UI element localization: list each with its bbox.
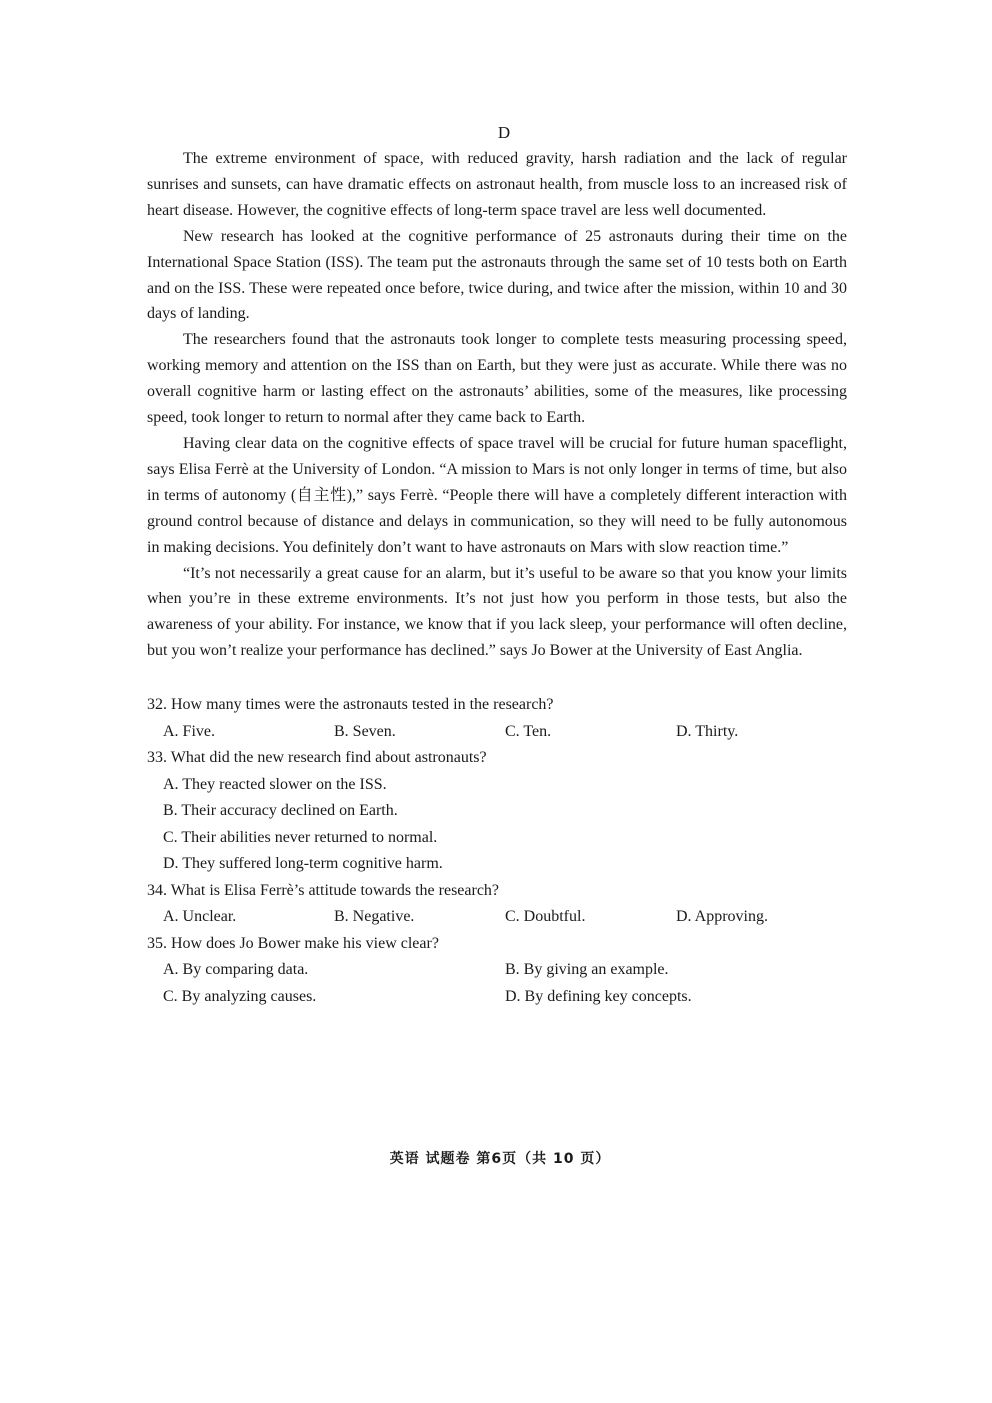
- page-footer: 英语 试题卷 第6页（共 10 页）: [389, 1151, 611, 1167]
- question-34-stem: 34. What is Elisa Ferrè’s attitude towards the research?: [147, 881, 500, 899]
- exam-page: [147, 120, 847, 1010]
- question-32-options: [147, 719, 847, 746]
- question-35-options-row-2: [147, 984, 847, 1011]
- passage-paragraph-5: “It’s not necessarily a great cause for an alarm, but it’s useful to be aware so that you know your limits when you’re in these extreme environments. It’s not just how you perform in those tests, but also the awareness of your ability. For instance, we know that if you lack sleep, your performance will often decline, but you won’t realize your performance has declined.” says Jo Bower at the University of East Anglia.: [147, 564, 847, 660]
- question-list: [147, 692, 847, 1010]
- passage-paragraph-1: The extreme environment of space, with reduced gravity, harsh radiation and the lack of regular sunrises and sunsets, can have dramatic effects on astronaut health, from muscle loss to an increased risk of heart disease. However, the cognitive effects of long-term space travel are less well documented.: [147, 150, 847, 219]
- question-35-options-row-1: [147, 957, 847, 984]
- question-35-option-a: A. By comparing data.: [163, 961, 309, 979]
- question-35-option-d: D. By defining key concepts.: [505, 987, 692, 1005]
- question-34-options: [147, 904, 847, 931]
- question-33-option-c: C. Their abilities never returned to normal.: [163, 828, 438, 846]
- question-33-stem: 33. What did the new research find about astronauts?: [147, 749, 487, 767]
- question-35-option-c: C. By analyzing causes.: [163, 987, 317, 1005]
- question-32-option-b: B. Seven.: [334, 722, 396, 740]
- question-34-option-d: D. Approving.: [676, 908, 768, 926]
- passage-paragraph-4: Having clear data on the cognitive effects of space travel will be crucial for future human spaceflight, says Elisa Ferrè at the University of London. “A mission to Mars is not only longer in terms of time, but also in terms of autonomy (自主性),” says Ferrè. “People there will have a completely different interaction with ground control because of distance and delays in communication, so they will need to be fully autonomous in making decisions. You definitely don’t want to have astronauts on Mars with slow reaction time.”: [147, 434, 847, 556]
- question-32-option-d: D. Thirty.: [676, 722, 739, 740]
- question-34-option-c: C. Doubtful.: [505, 908, 586, 926]
- section-heading: D: [497, 123, 511, 142]
- question-34-option-b: B. Negative.: [334, 908, 415, 926]
- question-34-option-a: A. Unclear.: [163, 908, 237, 926]
- passage-paragraph-3: The researchers found that the astronauts took longer to complete tests measuring processing speed, working memory and attention on the ISS than on Earth, but they were just as accurate. While there was no overall cognitive harm or lasting effect on the astronauts’ abilities, some of the measures, like processing speed, took longer to return to normal after they came back to Earth.: [147, 331, 847, 427]
- question-32-stem: 32. How many times were the astronauts tested in the research?: [147, 696, 554, 714]
- question-35-stem: 35. How does Jo Bower make his view clear?: [147, 934, 439, 952]
- reading-passage: [147, 146, 847, 664]
- passage-paragraph-2: New research has looked at the cognitive performance of 25 astronauts during their time on the International Space Station (ISS). The team put the astronauts through the same set of 10 tests both on Earth and on the ISS. These were repeated once before, twice during, and twice after the mission, within 10 and 30 days of landing.: [147, 227, 847, 323]
- question-35-option-b: B. By giving an example.: [505, 961, 669, 979]
- question-33-option-b: B. Their accuracy declined on Earth.: [163, 802, 398, 820]
- question-32-option-c: C. Ten.: [505, 722, 552, 740]
- question-33-option-a: A. They reacted slower on the ISS.: [163, 775, 387, 793]
- question-32-option-a: A. Five.: [163, 722, 215, 740]
- question-33-option-d: D. They suffered long-term cognitive harm.: [163, 855, 443, 873]
